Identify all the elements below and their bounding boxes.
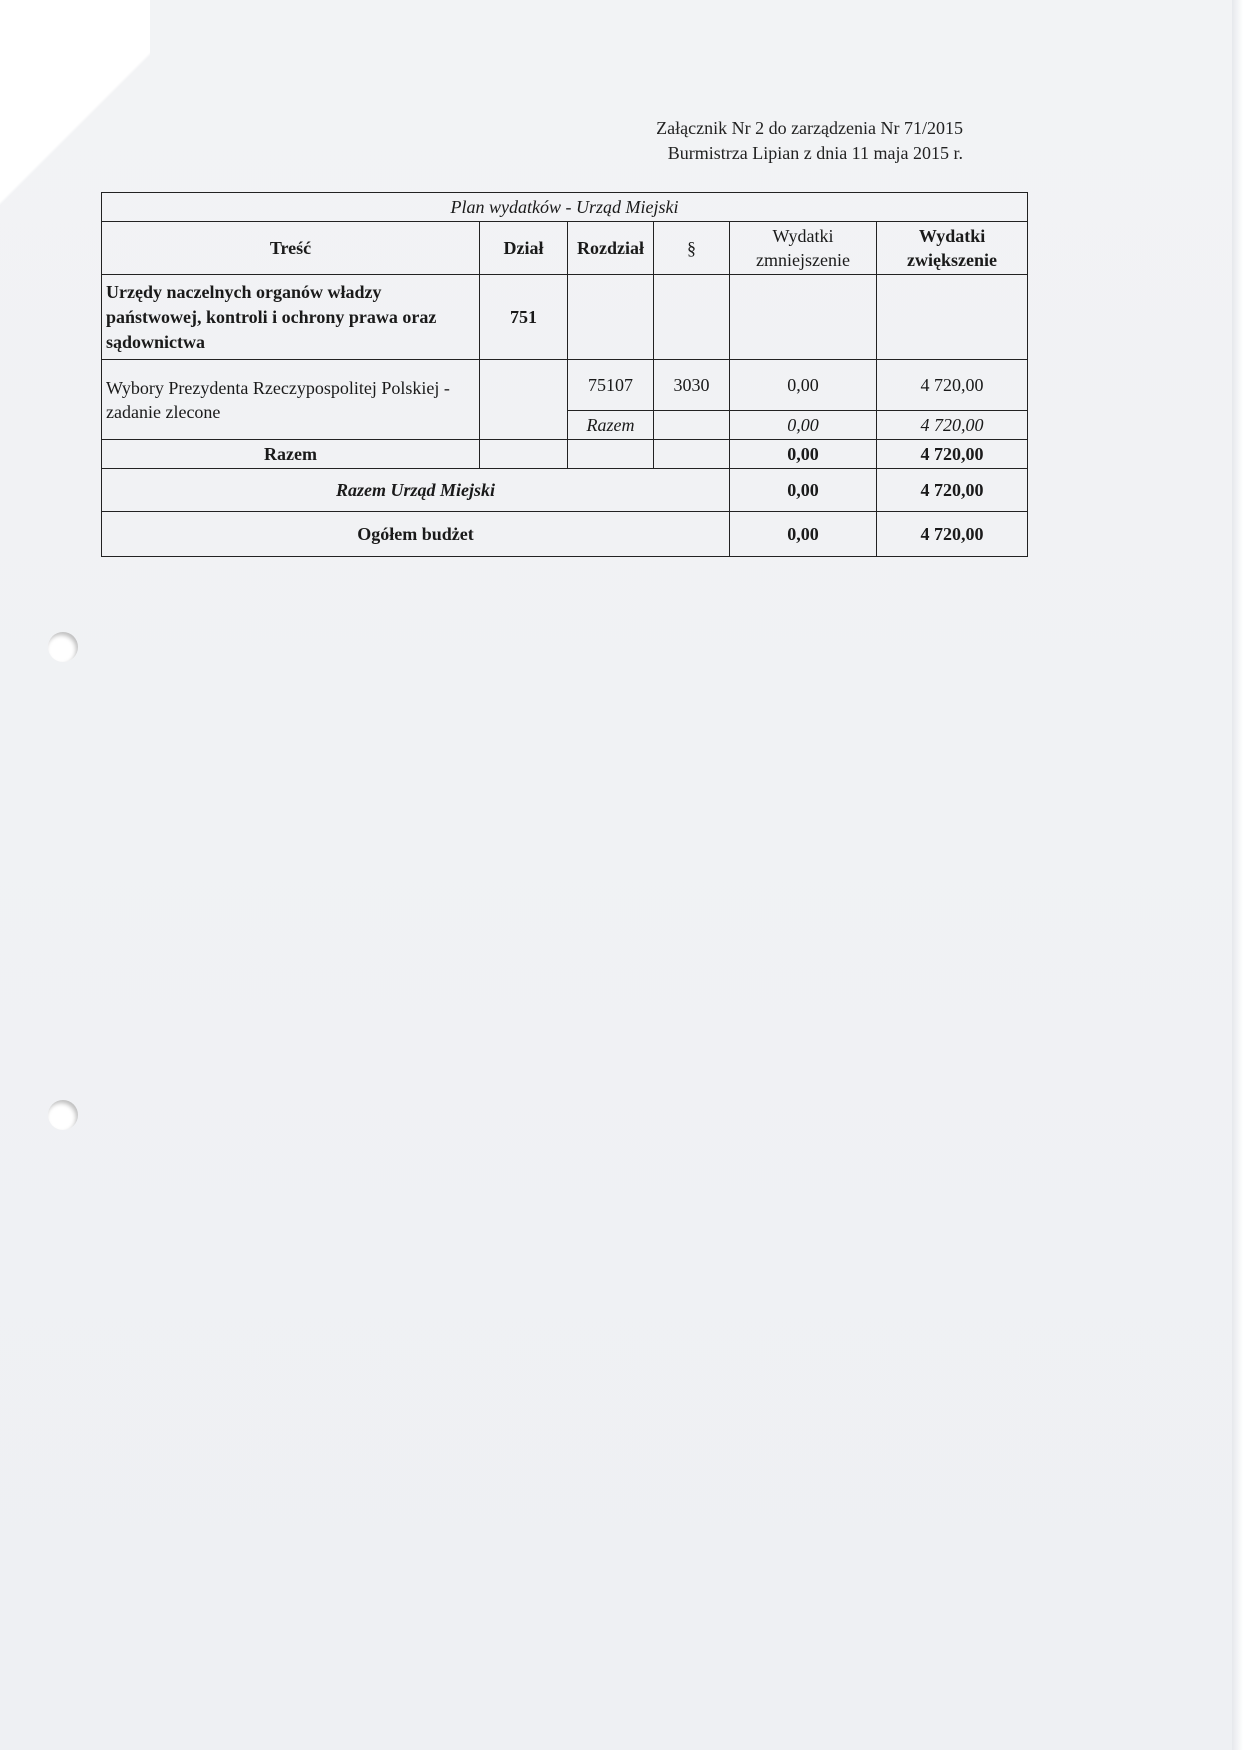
dzial-paragraf-empty <box>654 275 730 360</box>
table-title: Plan wydatków - Urząd Miejski <box>102 193 1028 222</box>
razem-dzial-zmniejszenie: 0,00 <box>730 440 877 469</box>
razem-rozdzial-paragraf-empty <box>654 411 730 440</box>
rozdzial-paragraf: 3030 <box>654 360 730 411</box>
ogolem-label: Ogółem budżet <box>102 512 730 557</box>
col-header-tresc: Treść <box>102 222 480 275</box>
col-header-zw-line2: zwiększenie <box>907 250 998 270</box>
razem-rozdzial-zmniejszenie: 0,00 <box>730 411 877 440</box>
table-row-rozdzial <box>102 360 1028 411</box>
col-header-zmn-line1: Wydatki <box>772 226 834 246</box>
razem-dzial-dzial-empty <box>480 440 568 469</box>
rozdzial-code: 75107 <box>568 360 654 411</box>
rozdzial-label: Wybory Prezydenta Rzeczypospolitej Polskiej - zadanie zlecone <box>102 360 480 440</box>
razem-urzad-label: Razem Urząd Miejski <box>102 469 730 512</box>
col-header-wydatki-zmniejszenie <box>730 222 877 275</box>
rozdzial-dzial-empty <box>480 360 568 440</box>
razem-urzad-zwiekszenie: 4 720,00 <box>877 469 1028 512</box>
dzial-zw-empty <box>877 275 1028 360</box>
header-issuer-line: Burmistrza Lipian z dnia 11 maja 2015 r. <box>667 143 963 163</box>
col-header-rozdzial: Rozdział <box>568 222 654 275</box>
razem-dzial-label: Razem <box>102 440 480 469</box>
col-header-dzial: Dział <box>480 222 568 275</box>
table-header-row <box>102 222 1028 275</box>
dzial-zmn-empty <box>730 275 877 360</box>
dzial-code: 751 <box>480 275 568 360</box>
table-row-razem-urzad <box>102 469 1028 512</box>
dzial-label: Urzędy naczelnych organów władzy państwowej, kontroli i ochrony prawa oraz sądownictwa <box>102 275 480 360</box>
razem-rozdzial-zwiekszenie: 4 720,00 <box>877 411 1028 440</box>
table-row-razem-dzial <box>102 440 1028 469</box>
punch-hole-top <box>48 632 78 662</box>
ogolem-zmniejszenie: 0,00 <box>730 512 877 557</box>
expenditure-plan-table <box>101 192 1028 557</box>
razem-rozdzial-label: Razem <box>568 411 654 440</box>
col-header-paragraf: § <box>654 222 730 275</box>
col-header-wydatki-zwiekszenie <box>877 222 1028 275</box>
document-header <box>656 116 963 166</box>
razem-dzial-paragraf-empty <box>654 440 730 469</box>
rozdzial-zwiekszenie: 4 720,00 <box>877 360 1028 411</box>
ogolem-zwiekszenie: 4 720,00 <box>877 512 1028 557</box>
dzial-rozdzial-empty <box>568 275 654 360</box>
col-header-zw-line1: Wydatki <box>918 226 986 246</box>
table-title-row <box>102 193 1028 222</box>
table-row-dzial <box>102 275 1028 360</box>
razem-dzial-rozdzial-empty <box>568 440 654 469</box>
col-header-zmn-line2: zmniejszenie <box>756 250 850 270</box>
rozdzial-zmniejszenie: 0,00 <box>730 360 877 411</box>
table-row-ogolem <box>102 512 1028 557</box>
razem-urzad-zmniejszenie: 0,00 <box>730 469 877 512</box>
punch-hole-bottom <box>48 1100 78 1130</box>
header-attachment-line: Załącznik Nr 2 do zarządzenia Nr 71/2015 <box>656 118 963 138</box>
razem-dzial-zwiekszenie: 4 720,00 <box>877 440 1028 469</box>
sheet-right-edge <box>1232 0 1248 1750</box>
